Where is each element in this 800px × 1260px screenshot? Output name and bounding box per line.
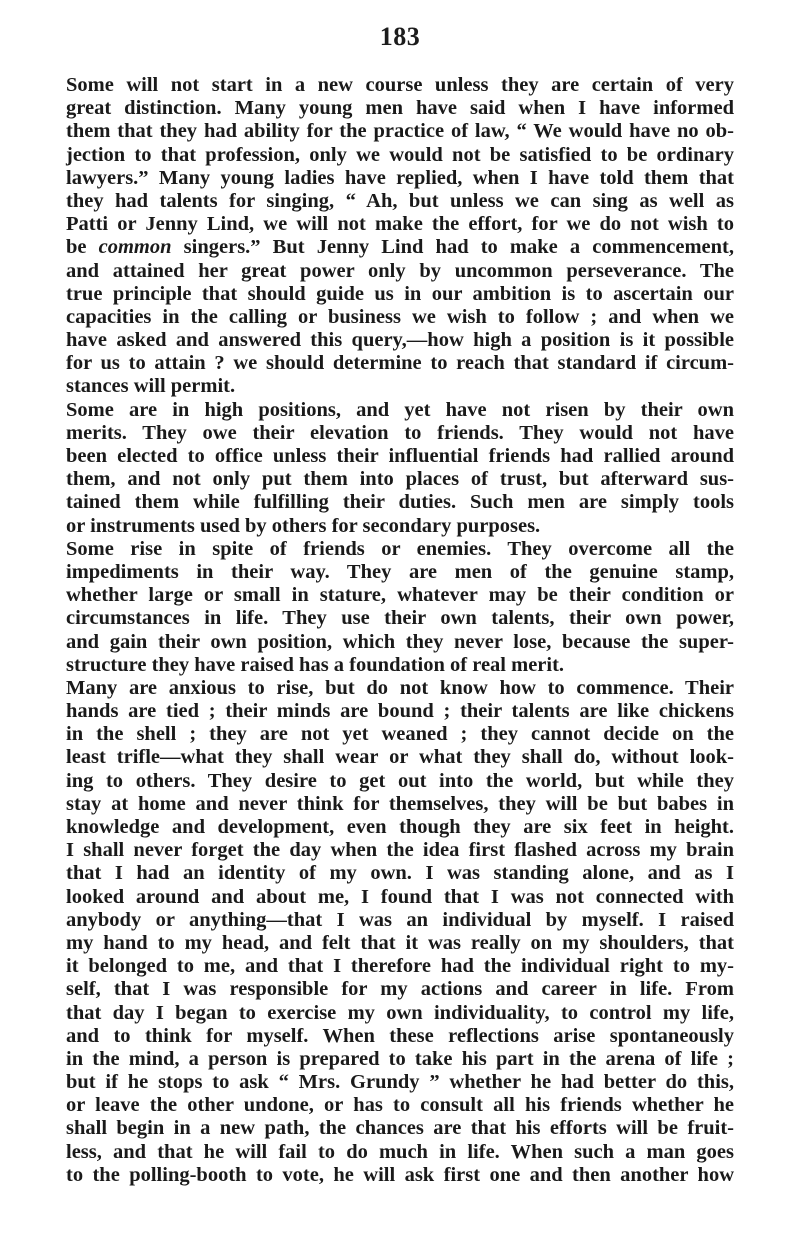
text-line: I shall never forget the day when the idea first flashed across my brain bbox=[66, 839, 734, 862]
text-line: Some are in high positions, and yet have not risen by their own bbox=[66, 398, 734, 421]
text-line: to the polling-booth to vote, he will ask first one and then another how bbox=[66, 1163, 734, 1186]
text-line: Patti or Jenny Lind, we will not make the effort, for we do not wish to bbox=[66, 213, 734, 236]
text-line: they had talents for singing, “ Ah, but unless we can sing as well as bbox=[66, 189, 734, 212]
text-line: least trifle—what they shall wear or what they shall do, without look- bbox=[66, 746, 734, 769]
text-line: or leave the other undone, or has to consult all his friends whether he bbox=[66, 1094, 734, 1117]
text-line: and gain their own position, which they never lose, because the super- bbox=[66, 630, 734, 653]
text-line: my hand to my head, and felt that it was really on my shoulders, that bbox=[66, 931, 734, 954]
text-line: that day I began to exercise my own individuality, to control my life, bbox=[66, 1001, 734, 1024]
text-line: ing to others. They desire to get out into the world, but while they bbox=[66, 769, 734, 792]
text-line: them, and not only put them into places of trust, but afterward sus- bbox=[66, 468, 734, 491]
text-line: whether large or small in stature, whatever may be their condition or bbox=[66, 584, 734, 607]
text-line: be common singers.” But Jenny Lind had to make a commencement, bbox=[66, 236, 734, 259]
text-line: great distinction. Many young men have said when I have informed bbox=[66, 97, 734, 120]
text-line: for us to attain ? we should determine to reach that standard if circum- bbox=[66, 352, 734, 375]
text-line: but if he stops to ask “ Mrs. Grundy ” whether he had better do this, bbox=[66, 1071, 734, 1094]
text-line: tained them while fulfilling their duties. Such men are simply tools bbox=[66, 491, 734, 514]
text-line: been elected to office unless their influential friends had rallied around bbox=[66, 445, 734, 467]
text-line: jection to that profession, only we would not be satisfied to be ordinary bbox=[66, 143, 734, 166]
text-line: in the mind, a person is prepared to take his part in the arena of life ; bbox=[66, 1047, 734, 1070]
body-text bbox=[66, 74, 734, 1187]
text-line: structure they have raised has a foundation of real merit. bbox=[66, 653, 565, 676]
text-line: it belonged to me, and that I therefore had the individual right to my- bbox=[66, 955, 734, 978]
page-number: 183 bbox=[379, 22, 421, 51]
text-line: merits. They owe their elevation to friends. They would not have bbox=[66, 421, 734, 444]
text-line: less, and that he will fail to do much in life. When such a man goes bbox=[66, 1140, 734, 1163]
text-line: Some will not start in a new course unless they are certain of very bbox=[66, 74, 734, 96]
text-line: stances will permit. bbox=[66, 375, 236, 398]
text-line: in the shell ; they are not yet weaned ; they cannot decide on the bbox=[66, 723, 734, 746]
text-line: stay at home and never think for themselves, they will be but babes in bbox=[66, 792, 734, 815]
text-line: Many are anxious to rise, but do not know how to commence. Their bbox=[66, 676, 734, 699]
text-line: or instruments used by others for secondary purposes. bbox=[66, 514, 541, 537]
text-line: and to think for myself. When these reflections arise spontaneously bbox=[66, 1024, 734, 1047]
text-line: looked around and about me, I found that I was not connected with bbox=[66, 885, 734, 908]
text-line: self, that I was responsible for my actions and career in life. From bbox=[66, 978, 734, 1001]
text-line: circumstances in life. They use their own talents, their own power, bbox=[66, 607, 734, 630]
text-line: knowledge and development, even though they are six feet in height. bbox=[66, 816, 734, 838]
text-line: hands are tied ; their minds are bound ; their talents are like chickens bbox=[66, 700, 734, 723]
text-line: capacities in the calling or business we wish to follow ; and when we bbox=[66, 305, 734, 328]
text-line: impediments in their way. They are men of the genuine stamp, bbox=[66, 560, 734, 583]
text-line: that I had an identity of my own. I was standing alone, and as I bbox=[66, 862, 734, 885]
text-line: Some rise in spite of friends or enemies. They overcome all the bbox=[66, 537, 734, 560]
text-line: them that they had ability for the practice of law, “ We would have no ob- bbox=[66, 120, 734, 143]
text-line: anybody or anything—that I was an individual by myself. I raised bbox=[66, 908, 734, 931]
text-line: shall begin in a new path, the chances are that his efforts will be fruit- bbox=[66, 1117, 734, 1140]
text-line: have asked and answered this query,—how high a position is it possible bbox=[66, 329, 734, 352]
text-line: true principle that should guide us in our ambition is to ascertain our bbox=[66, 282, 734, 305]
text-line: and attained her great power only by uncommon perseverance. The bbox=[66, 259, 734, 282]
text-line: lawyers.” Many young ladies have replied, when I have told them that bbox=[66, 166, 734, 189]
